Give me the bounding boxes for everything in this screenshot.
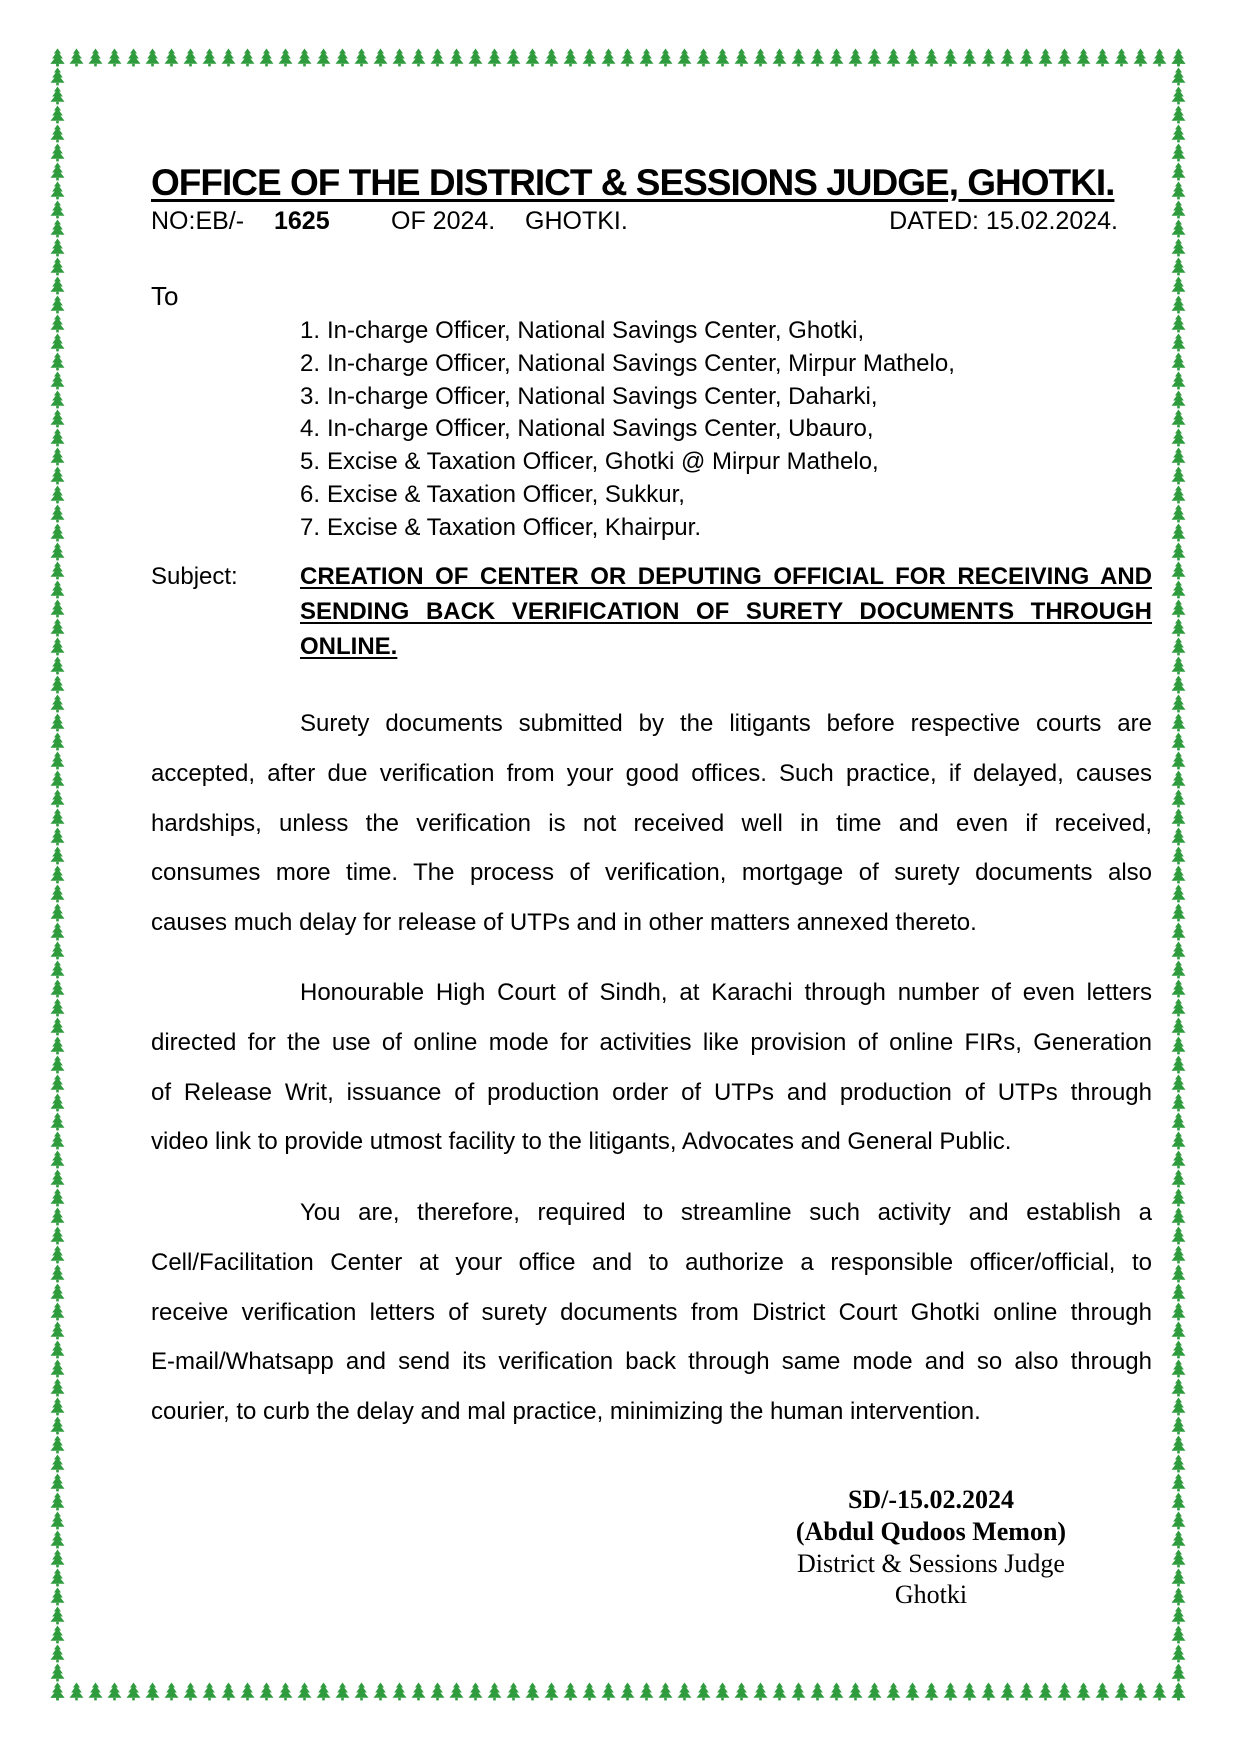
signatory-name: (Abdul Qudoos Memon) — [795, 1516, 1067, 1546]
reference-number: 1625 — [274, 207, 330, 235]
recipient-number: 7. — [300, 513, 321, 541]
to-label: To — [151, 281, 179, 311]
tree-border-left — [48, 48, 67, 1701]
recipient-text: Excise & Taxation Officer, Sukkur, — [327, 480, 685, 508]
recipient-text: In-charge Officer, National Savings Center, Ubauro, — [327, 415, 874, 443]
recipient-text: In-charge Officer, National Savings Center, Mirpur Mathelo, — [327, 349, 955, 377]
recipient-item — [300, 413, 955, 446]
recipient-item — [300, 446, 955, 479]
recipient-item — [300, 479, 955, 512]
paragraph-line: of Release Writ, issuance of production order of UTPs and production of UTPs through — [151, 1078, 1152, 1106]
signatory-place: Ghotki — [894, 1580, 968, 1610]
paragraph-line: causes much delay for release of UTPs and in other matters annexed thereto. — [151, 909, 977, 936]
tree-border-bottom — [48, 1682, 1188, 1701]
paragraph-line: E-mail/Whatsapp and send its verification back through same mode and so also through — [151, 1348, 1152, 1376]
recipient-number: 5. — [300, 448, 321, 476]
recipient-text: Excise & Taxation Officer, Khairpur. — [327, 513, 701, 541]
subject-label: Subject: — [151, 563, 238, 590]
recipient-number: 3. — [300, 382, 321, 410]
body-paragraph-1 — [151, 699, 1152, 948]
reference-date: DATED: 15.02.2024. — [889, 207, 1118, 235]
reference-year: OF 2024. — [391, 207, 496, 235]
recipient-list — [300, 315, 955, 545]
paragraph-line: Surety documents submitted by the litigants before respective courts are — [300, 710, 1152, 737]
recipient-number: 6. — [300, 480, 321, 508]
paragraph-line: receive verification letters of surety documents from District Court Ghotki online through — [151, 1298, 1152, 1326]
reference-place: GHOTKI. — [525, 207, 628, 235]
reference-prefix: NO:EB/- — [151, 207, 245, 235]
paragraph-line: Honourable High Court of Sindh, at Karachi through number of even letters — [300, 979, 1152, 1006]
recipient-item — [300, 512, 955, 545]
subject-line: SENDING BACK VERIFICATION OF SURETY DOCUMENTS THROUGH — [300, 598, 1152, 625]
signature-sd: SD/-15.02.2024 — [847, 1485, 1015, 1514]
recipient-number: 2. — [300, 349, 321, 377]
recipient-item — [300, 381, 955, 414]
office-title: OFFICE OF THE DISTRICT & SESSIONS JUDGE, GHOTKI. — [151, 162, 1115, 203]
body-paragraph-2 — [151, 968, 1152, 1167]
paragraph-line: consumes more time. The process of verification, mortgage of surety documents also — [151, 859, 1152, 887]
recipient-item — [300, 348, 955, 381]
recipient-text: In-charge Officer, National Savings Center, Daharki, — [327, 382, 878, 410]
paragraph-line: video link to provide utmost facility to the litigants, Advocates and General Public. — [151, 1128, 1012, 1156]
subject-text — [300, 559, 1152, 664]
recipient-text: In-charge Officer, National Savings Center, Ghotki, — [327, 317, 865, 344]
recipient-text: Excise & Taxation Officer, Ghotki @ Mirpur Mathelo, — [327, 448, 879, 476]
subject-line: CREATION OF CENTER OR DEPUTING OFFICIAL FOR RECEIVING AND — [300, 563, 1152, 590]
paragraph-line: courier, to curb the delay and mal practice, minimizing the human intervention. — [151, 1398, 981, 1425]
tree-border-top — [48, 48, 1188, 67]
recipient-item — [300, 315, 955, 348]
paragraph-line: hardships, unless the verification is not received well in time and even if received, — [151, 809, 1152, 837]
signature-block — [781, 1484, 1081, 1611]
recipient-number: 1. — [300, 317, 321, 344]
paragraph-line: directed for the use of online mode for activities like provision of online FIRs, Generation — [151, 1028, 1152, 1056]
tree-border-right — [1169, 48, 1188, 1701]
recipient-number: 4. — [300, 415, 321, 443]
paragraph-line: You are, therefore, required to streamline such activity and establish a — [300, 1199, 1152, 1226]
signatory-designation: District & Sessions Judge — [797, 1548, 1065, 1578]
paragraph-line: Cell/Facilitation Center at your office and to authorize a responsible officer/official, to — [151, 1248, 1152, 1276]
body-paragraph-3 — [151, 1188, 1152, 1437]
paragraph-line: accepted, after due verification from your good offices. Such practice, if delayed, causes — [151, 759, 1152, 787]
subject-line: ONLINE. — [300, 633, 398, 660]
